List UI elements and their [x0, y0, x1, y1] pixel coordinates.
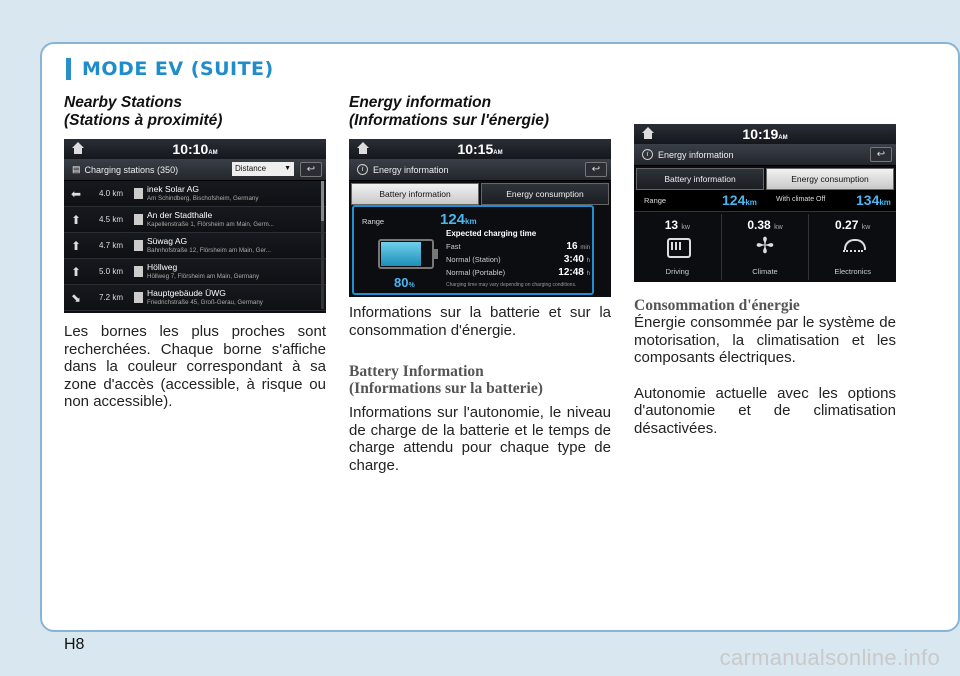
climate-off-range-value: 134km — [856, 192, 891, 208]
screen-tabs — [349, 181, 611, 205]
consumption-label: Electronics — [834, 267, 872, 276]
back-arrow-icon: ↩ — [306, 164, 316, 175]
screen-titlebar — [349, 159, 611, 181]
charge-type: Normal (Portable) — [446, 268, 506, 277]
station-distance: 7.2 km — [98, 293, 123, 302]
charge-type: Fast — [446, 242, 461, 251]
direction-arrow-icon: ⬆ — [70, 238, 82, 253]
battery-info-body: Informations sur l'autonomie, le niveau de charge de la batterie et le temps de charge attendu pour chaque type de charge. — [349, 404, 611, 474]
clock: 10:10AM — [172, 141, 218, 157]
page-number: H8 — [64, 636, 85, 653]
screen-tabs — [634, 166, 896, 190]
station-name: inek Solar AG — [147, 184, 199, 194]
battery-info-subhead-fr: (Informations sur la batterie) — [349, 380, 543, 398]
station-address: Bahnhofstraße 12, Flörsheim am Main, Ger... — [147, 247, 271, 254]
screen-titlebar — [634, 144, 896, 166]
consumption-driving — [634, 214, 722, 280]
tab-energy-consumption[interactable]: Energy consumption — [481, 183, 609, 205]
info-icon: i — [642, 149, 653, 160]
screen-title: Energy information — [373, 164, 449, 175]
nearby-stations-heading-fr: (Stations à proximité) — [64, 112, 223, 129]
battery-icon — [378, 239, 434, 269]
range-value: 124km — [722, 192, 757, 208]
list-icon: ▤ — [72, 164, 81, 174]
station-address: Friedrichstraße 45, Groß-Gerau, Germany — [147, 299, 263, 306]
battery-percent: 80% — [394, 275, 415, 290]
charge-type: Normal (Station) — [446, 255, 501, 264]
range-value: 124km — [440, 211, 477, 228]
direction-arrow-icon: ⬅ — [70, 186, 82, 201]
station-address: Kapellenstraße 1, Flörsheim am Main, Germ... — [147, 221, 274, 228]
battery-info-screen — [349, 139, 611, 297]
station-row[interactable] — [64, 181, 326, 207]
autonomy-body: Autonomie actuelle avec les options d'autonomie et de climatisation désactivées. — [634, 384, 896, 437]
back-button[interactable] — [585, 162, 607, 177]
station-distance: 4.5 km — [98, 215, 123, 224]
charging-time-note: Charging time may vary depending on charging conditions. — [446, 282, 577, 288]
status-bar — [349, 139, 611, 159]
battery-level-fill — [381, 242, 421, 266]
direction-arrow-icon: ⬆ — [70, 264, 82, 279]
consumption-label: Driving — [665, 267, 689, 276]
status-bar — [64, 139, 326, 159]
energy-consumption-screen — [634, 124, 896, 282]
station-distance: 4.0 km — [98, 189, 123, 198]
station-address: Am Schindberg, Bischofsheim, Germany — [147, 195, 259, 202]
consumption-value: 13 kw — [664, 218, 690, 232]
battery-panel — [352, 205, 594, 295]
station-name: An der Stadthalle — [147, 210, 213, 220]
consumption-value: 0.38 kw — [747, 218, 783, 232]
section-title — [66, 58, 274, 80]
title-accent-bar — [66, 58, 71, 80]
page-title: MODE EV (SUITE) — [82, 58, 274, 80]
back-button[interactable] — [870, 147, 892, 162]
scrollbar[interactable] — [321, 181, 324, 309]
charger-icon — [134, 214, 143, 225]
charging-time-row — [446, 267, 590, 280]
charger-icon — [134, 240, 143, 251]
charge-time: 16 min — [566, 241, 590, 252]
station-name: Höllweg — [147, 262, 178, 272]
nearby-stations-body: Les bornes les plus proches sont recherchées. Chaque borne s'affiche dans la couleur correspondant à sa zone d'accès (accessible, à risque ou non accessible). — [64, 323, 326, 411]
energy-info-heading-fr: (Informations sur l'énergie) — [349, 112, 550, 129]
screen-title: Energy information — [658, 149, 734, 160]
charging-time-row — [446, 254, 590, 267]
station-distance: 5.0 km — [98, 267, 123, 276]
range-label: Range — [362, 217, 385, 226]
screen-title: Charging stations (350) — [84, 164, 179, 175]
watermark: carmanualsonline.info — [719, 645, 940, 670]
consumption-climate — [722, 214, 810, 280]
charging-time-rows — [446, 241, 590, 280]
back-button[interactable] — [300, 162, 322, 177]
energy-info-heading: Energy information — [349, 94, 492, 111]
back-arrow-icon: ↩ — [591, 164, 601, 175]
consumption-electronics — [809, 214, 896, 280]
charge-time: 12:48 h — [558, 267, 590, 278]
direction-arrow-icon: ⬆ — [70, 212, 82, 227]
station-distance: 4.7 km — [98, 241, 123, 250]
back-arrow-icon: ↩ — [876, 149, 886, 160]
tab-battery-information[interactable]: Battery information — [636, 168, 764, 190]
consumption-value: 0.27 kw — [835, 218, 871, 232]
direction-arrow-icon: ⬊ — [70, 290, 82, 305]
sort-dropdown[interactable]: Distance ▼ — [232, 162, 294, 176]
station-name: Hauptgebäude ÜWG — [147, 288, 226, 298]
range-label: Range — [644, 196, 667, 205]
station-row[interactable] — [64, 207, 326, 233]
energy-info-body: Informations sur la batterie et sur la consommation d'énergie. — [349, 304, 611, 339]
info-icon: i — [357, 164, 368, 175]
charger-icon — [134, 188, 143, 199]
screen-titlebar — [64, 159, 326, 181]
status-bar — [634, 124, 896, 144]
station-row[interactable] — [64, 285, 326, 311]
station-address: Höllweg 7, Flörsheim am Main, Germany — [147, 273, 260, 280]
charging-time-row — [446, 241, 590, 254]
charger-icon — [134, 266, 143, 277]
consumption-body: Énergie consommée par le système de motorisation, la climatisation et les composants électriques. — [634, 314, 896, 367]
battery-info-subhead: Battery Information — [349, 363, 484, 381]
range-strip — [634, 190, 896, 212]
column-energy-information — [349, 94, 611, 475]
charge-time: 3:40 h — [563, 254, 590, 265]
column-energy-consumption — [634, 124, 896, 438]
charging-time-box — [446, 229, 590, 288]
consumption-subhead: Consommation d'énergie — [634, 297, 800, 314]
charging-stations-screen — [64, 139, 326, 313]
lamp-icon — [839, 235, 867, 257]
consumption-label: Climate — [752, 267, 778, 276]
station-row[interactable] — [64, 233, 326, 259]
station-row[interactable] — [64, 259, 326, 285]
dropdown-arrow-icon: ▼ — [284, 165, 291, 172]
consumption-grid — [634, 214, 896, 280]
station-name: Süwag AG — [147, 236, 188, 246]
nearby-stations-heading: Nearby Stations — [64, 94, 183, 111]
clock: 10:15AM — [457, 141, 503, 157]
climate-off-label: With climate Off — [776, 196, 826, 203]
motor-icon — [663, 235, 691, 257]
column-nearby-stations — [64, 94, 326, 411]
station-list — [64, 181, 326, 311]
charger-icon — [134, 292, 143, 303]
clock: 10:19AM — [742, 126, 788, 142]
tab-energy-consumption[interactable]: Energy consumption — [766, 168, 894, 190]
tab-battery-information[interactable]: Battery information — [351, 183, 479, 205]
fan-icon — [751, 235, 779, 257]
charging-time-title: Expected charging time — [446, 229, 537, 238]
